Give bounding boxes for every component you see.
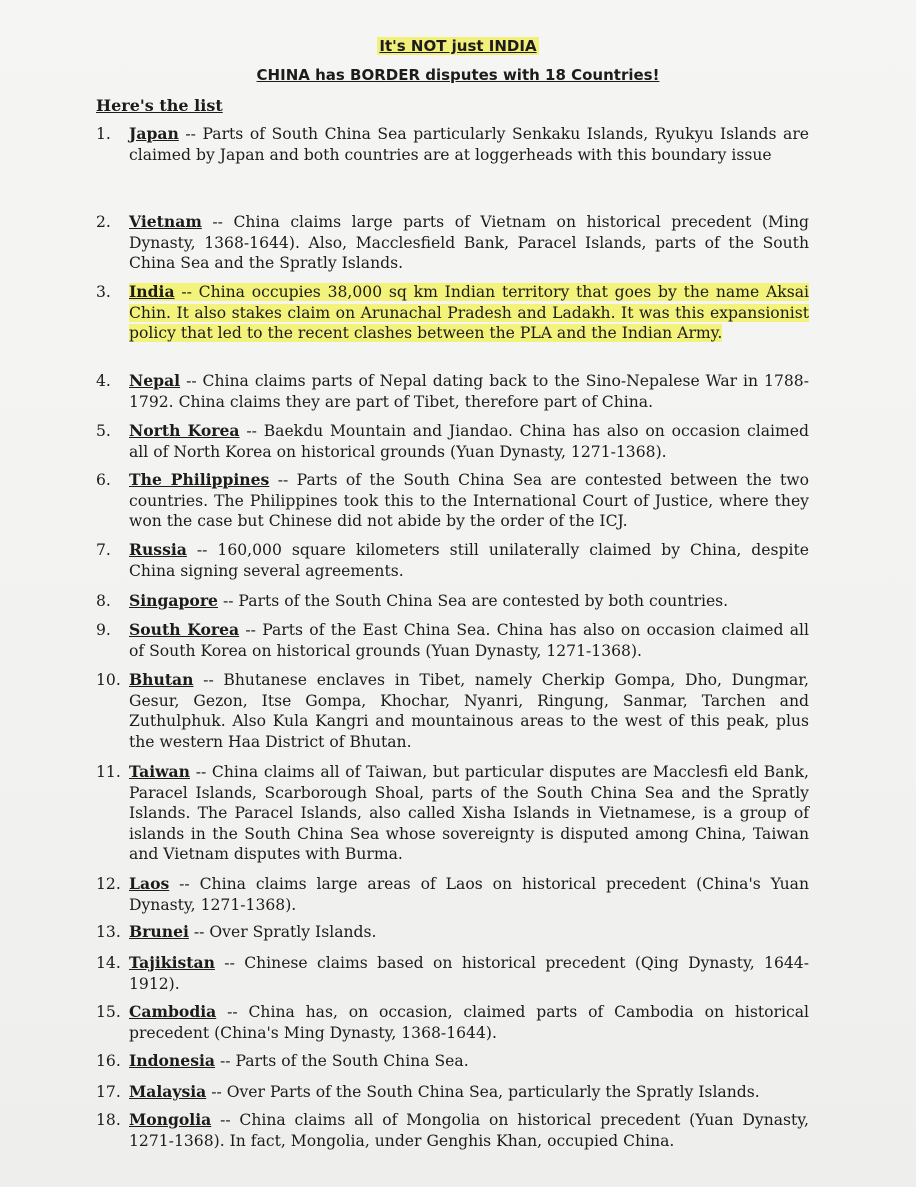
item-body xyxy=(129,282,809,344)
country-name: Japan xyxy=(129,124,179,143)
document-title: It's NOT just INDIA xyxy=(379,37,537,55)
country-name: Tajikistan xyxy=(129,953,215,972)
item-text: -- China claims large areas of Laos on historical precedent (China's Yuan Dynasty, 1271-1368). xyxy=(129,875,809,914)
country-name: India xyxy=(129,282,175,301)
item-number: 7. xyxy=(96,541,111,559)
country-name: Nepal xyxy=(129,371,181,390)
document-subtitle: CHINA has BORDER disputes with 18 Countries! xyxy=(256,66,660,84)
country-name: Taiwan xyxy=(129,762,191,781)
item-number: 16. xyxy=(96,1052,121,1070)
item-number: 3. xyxy=(96,283,111,301)
item-body xyxy=(129,212,809,274)
item-body xyxy=(129,762,809,865)
country-name: Brunei xyxy=(129,922,189,941)
item-body xyxy=(129,1051,809,1072)
country-name: Mongolia xyxy=(129,1110,212,1129)
item-text: -- China occupies 38,000 sq km Indian territory that goes by the name Aksai Chin. It also stakes claim on Arunachal Pradesh and Ladakh. It was this expansionist policy that led to the recent clashes between the PLA and the Indian Army. xyxy=(129,283,809,342)
country-name: Cambodia xyxy=(129,1002,217,1021)
item-body xyxy=(129,591,809,612)
item-number: 18. xyxy=(96,1111,121,1129)
country-name: North Korea xyxy=(129,421,240,440)
item-number: 14. xyxy=(96,954,121,972)
item-text: -- Parts of South China Sea particularly Senkaku Islands, Ryukyu Islands are claimed by Japan and both countries are at loggerheads with this boundary issue xyxy=(129,125,809,164)
item-number: 1. xyxy=(96,125,111,143)
item-body xyxy=(129,421,809,462)
item-body xyxy=(129,540,809,581)
item-text: -- Parts of the South China Sea. xyxy=(215,1052,469,1070)
item-text: -- China claims parts of Nepal dating back to the Sino-Nepalese War in 1788-1792. China claims they are part of Tibet, therefore part of China. xyxy=(129,372,809,411)
item-number: 6. xyxy=(96,471,111,489)
country-name: South Korea xyxy=(129,620,240,639)
country-name: Vietnam xyxy=(129,212,202,231)
item-body xyxy=(129,670,809,752)
item-text: -- Over Spratly Islands. xyxy=(188,923,377,941)
item-body xyxy=(129,1082,809,1103)
item-number: 8. xyxy=(96,592,111,610)
item-body xyxy=(129,953,809,994)
country-name: The Philippines xyxy=(129,470,270,489)
item-body xyxy=(129,124,809,165)
country-name: Singapore xyxy=(129,591,218,610)
list-heading: Here's the list xyxy=(96,96,223,115)
item-body xyxy=(129,922,809,943)
item-number: 15. xyxy=(96,1003,121,1021)
item-body xyxy=(129,1110,809,1151)
item-body xyxy=(129,874,809,915)
item-number: 2. xyxy=(96,213,111,231)
item-text: -- Parts of the East China Sea. China has also on occasion claimed all of South Korea on historical grounds (Yuan Dynasty, 1271-1368). xyxy=(129,621,809,660)
item-body xyxy=(129,1002,809,1043)
item-number: 13. xyxy=(96,923,121,941)
item-body xyxy=(129,371,809,412)
item-text: -- China has, on occasion, claimed parts of Cambodia on historical precedent (China's Ming Dynasty, 1368-1644). xyxy=(129,1003,809,1042)
item-text: -- Parts of the South China Sea are contested by both countries. xyxy=(217,592,729,610)
country-name: Russia xyxy=(129,540,187,559)
item-number: 12. xyxy=(96,875,121,893)
item-text: -- Parts of the South China Sea are contested between the two countries. The Philippines took this to the International Court of Justice, where they won the case but Chinese did not abide by the order of the ICJ. xyxy=(129,471,809,530)
item-number: 10. xyxy=(96,671,121,689)
country-name: Indonesia xyxy=(129,1051,216,1070)
item-text: -- 160,000 square kilometers still unilaterally claimed by China, despite China signing several agreements. xyxy=(129,541,809,580)
item-number: 5. xyxy=(96,422,111,440)
item-number: 4. xyxy=(96,372,111,390)
item-body xyxy=(129,470,809,532)
item-text: -- China claims all of Mongolia on historical precedent (Yuan Dynasty, 1271-1368). In fact, Mongolia, under Genghis Khan, occupied China. xyxy=(129,1111,809,1150)
country-name: Bhutan xyxy=(129,670,194,689)
item-text: -- Baekdu Mountain and Jiandao. China has also on occasion claimed all of North Korea on historical grounds (Yuan Dynasty, 1271-1368). xyxy=(129,422,809,461)
highlighted-text xyxy=(129,283,809,342)
item-text: -- Chinese claims based on historical precedent (Qing Dynasty, 1644-1912). xyxy=(129,954,809,993)
country-name: Malaysia xyxy=(129,1082,207,1101)
item-number: 17. xyxy=(96,1083,121,1101)
item-number: 9. xyxy=(96,621,111,639)
country-name: Laos xyxy=(129,874,170,893)
item-text: -- China claims all of Taiwan, but particular disputes are Macclesfi eld Bank, Paracel Islands, Scarborough Shoal, parts of the South China Sea and the Spratly Islands. The Paracel Islands, also called Xisha Islands in Vietnamese, is a group of islands in the South China Sea whose sovereignty is disputed among China, Taiwan and Vietnam disputes with Burma. xyxy=(129,763,809,863)
item-text: -- Over Parts of the South China Sea, particularly the Spratly Islands. xyxy=(206,1083,760,1101)
item-text: -- Bhutanese enclaves in Tibet, namely Cherkip Gompa, Dho, Dungmar, Gesur, Gezon, Itse Gompa, Khochar, Nyanri, Ringung, Sanmar, Tarchen and Zuthulphuk. Also Kula Kangri and mountainous areas to the west of this peak, plus the western Haa District of Bhutan. xyxy=(129,671,809,751)
item-number: 11. xyxy=(96,763,121,781)
item-text: -- China claims large parts of Vietnam on historical precedent (Ming Dynasty, 1368-1644). Also, Macclesfield Bank, Paracel Islands, parts of the South China Sea and the Spratly Islands. xyxy=(129,213,809,272)
item-body xyxy=(129,620,809,661)
